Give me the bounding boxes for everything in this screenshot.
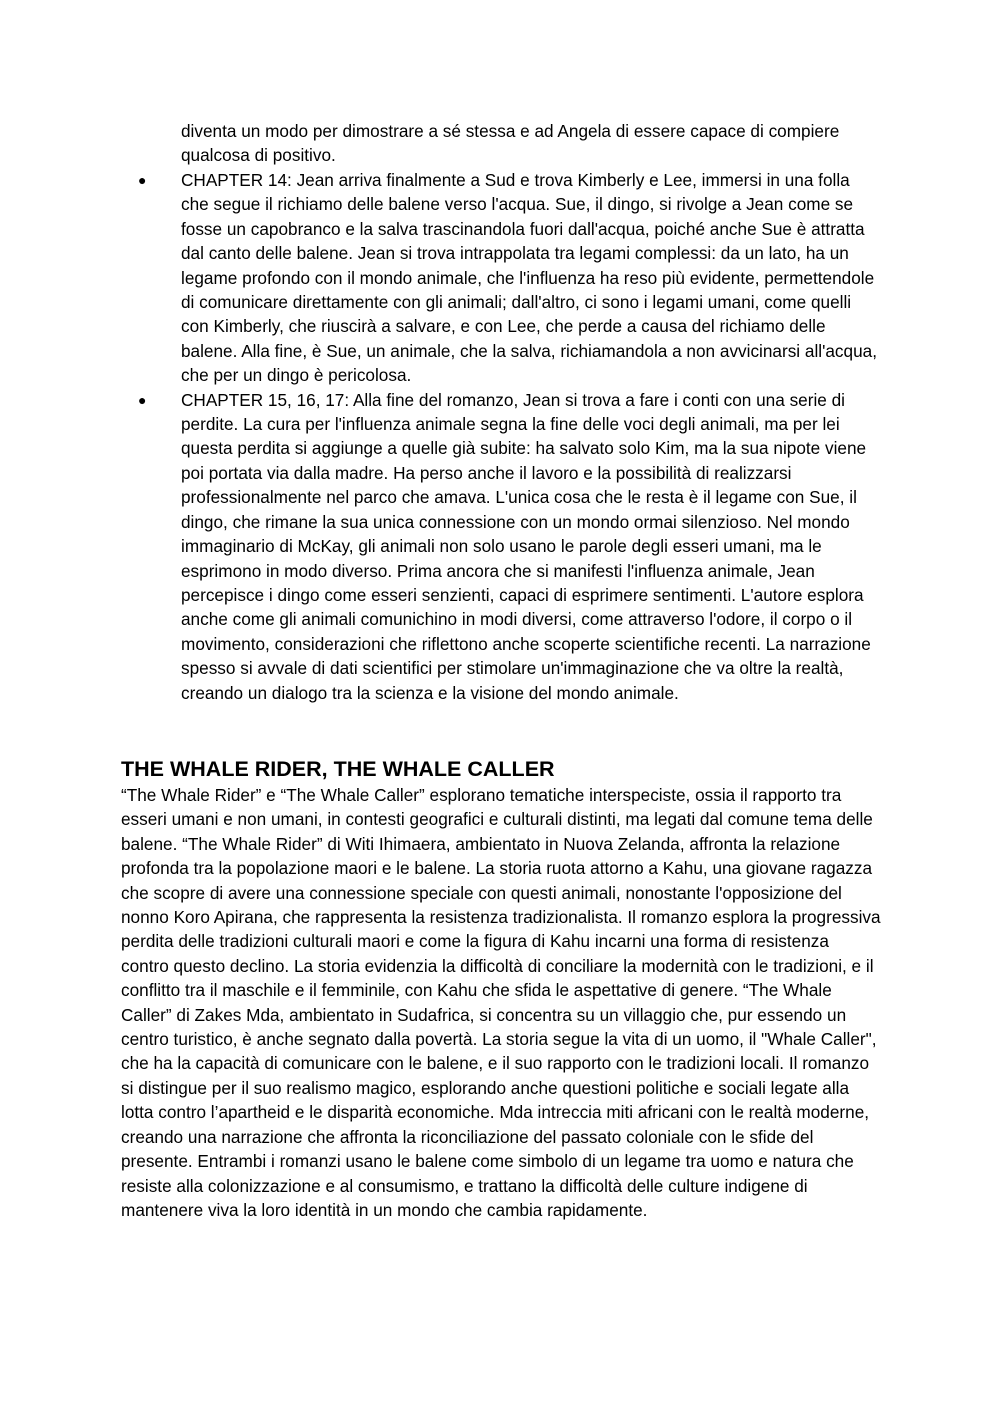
continuation-paragraph: diventa un modo per dimostrare a sé stessa e ad Angela di essere capace di compiere qualcosa di positivo.: [181, 121, 840, 166]
section-paragraph: “The Whale Rider” e “The Whale Caller” esplorano tematiche interspeciste, ossia il rapporto tra esseri umani e non umani, in contesti geografici e culturali distinti, ma legati dal comune tema delle balene. “The Whale Rider” di Witi Ihimaera, ambientato in Nuova Zelanda, affronta la relazione profonda tra la popolazione maori e le balene. La storia ruota attorno a Kahu, una giovane ragazza che scopre di avere una connessione speciale con questi animali, nonostante l'opposizione del nonno Koro Apirana, che rappresenta la resistenza tradizionalista. Il romanzo esplora la progressiva perdita delle tradizioni culturali maori e come la figura di Kahu incarni una forma di resistenza contro questo declino. La storia evidenzia la difficoltà di conciliare la modernità con le tradizioni, e il conflitto tra il maschile e il femminile, con Kahu che sfida le aspettative di genere. “The Whale Caller” di Zakes Mda, ambientato in Sudafrica, si concentra su un villaggio che, pur essendo un centro turistico, è anche segnato dalla povertà. La storia segue la vita di un uomo, il "Whale Caller", che ha la capacità di comunicare con le balene, e il suo rapporto con le tradizioni locali. Il romanzo si distingue per il suo realismo magico, esplorando anche questioni politiche e sociali legate alla lotta contro l’apartheid e le disparità economiche. Mda intreccia miti africani con le realtà moderne, creando una narrazione che affronta la riconciliazione del passato coloniale con le sfide del presente. Entrambi i romanzi usano le balene come simbolo di un legame tra uomo e natura che resiste alla colonizzazione e al consumismo, e trattano la difficoltà delle culture indigene di mantenere viva la loro identità in un mondo che cambia rapidamente.: [121, 785, 881, 1220]
list-item-text: CHAPTER 15, 16, 17: Alla fine del romanzo, Jean si trova a fare i conti con una serie di perdite. La cura per l'influenza animale segna la fine delle voci degli animali, ma per lei questa perdita si aggiunge a quelle già subite: ha salvato solo Kim, ma la sua nipote viene poi portata via dalla madre. Ha perso anche il lavoro e la possibilità di realizzarsi professionalmente nel parco che amava. L'unica cosa che le resta è il legame con Sue, il dingo, che rimane la sua unica connessione con un mondo ormai silenzioso. Nel mondo immaginario di McKay, gli animali non solo usano le parole degli esseri umani, ma le esprimono in modo diverso. Prima ancora che si manifesti l'influenza animale, Jean percepisce i dingo come esseri senzienti, capaci di esprimere sentimenti. L'autore esplora anche come gli animali comunichino in modi diversi, come attraverso l'odore, il corpo o il movimento, considerazioni che riflettono anche scoperte scientifiche recenti. La narrazione spesso si avvale di dati scientifici per stimolare un'immaginazione che va oltre la realtà, creando un dialogo tra la scienza e la visione del mondo animale.: [181, 389, 871, 703]
list-item-chapter-14: [121, 168, 881, 388]
list-item-text: CHAPTER 14: Jean arriva finalmente a Sud e trova Kimberly e Lee, immersi in una folla che segue il richiamo delle balene verso l'acqua. Sue, il dingo, si rivolge a Jean come se fosse un capobranco e la salva trascinandola fuori dall'acqua, poiché anche Sue è attratta dal canto delle balene. Jean si trova intrappolata tra legami complessi: da un lato, ha un legame profondo con il mondo animale, che l'influenza ha reso più evidente, permettendole di comunicare direttamente con gli animali; dall'altro, ci sono i legami umani, come quelli con Kimberly, che riuscirà a salvare, e con Lee, che perde a causa del richiamo delle balene. Alla fine, è Sue, un animale, che la salva, richiamandola a non avvicinarsi all'acqua, che per un dingo è pericolosa.: [181, 170, 877, 386]
section-heading: THE WHALE RIDER, THE WHALE CALLER: [121, 757, 555, 781]
bullet-icon: ●: [138, 391, 147, 408]
list-item-chapter-15-16-17: [121, 388, 881, 705]
bullet-icon: ●: [138, 172, 147, 188]
chapter-list: [121, 168, 881, 705]
